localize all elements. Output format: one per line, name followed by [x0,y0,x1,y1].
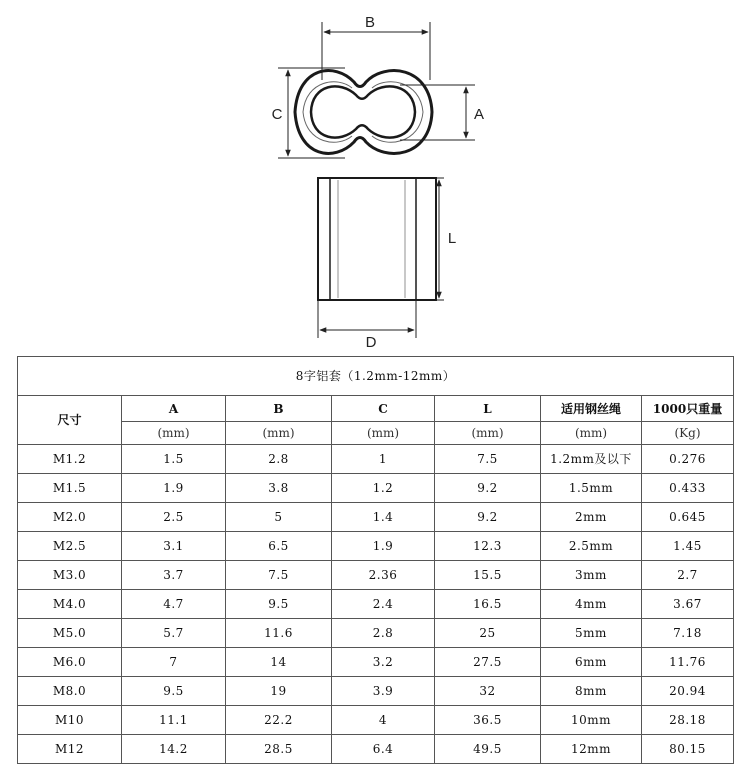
table-row [18,735,734,764]
label-d: D [365,334,377,351]
value-cell: 0.276 [642,445,734,474]
size-cell: M6.0 [18,648,122,677]
value-cell: 49.5 [435,735,541,764]
value-cell: 11.6 [226,619,332,648]
value-cell: 80.15 [642,735,734,764]
sleeve-diagram [0,0,750,355]
table-row [18,648,734,677]
dimension-d [318,300,416,338]
table-row [18,503,734,532]
value-cell: 4 [332,706,435,735]
table-row [18,677,734,706]
value-cell: 32 [435,677,541,706]
value-cell: 0.645 [642,503,734,532]
value-cell: 5.7 [122,619,226,648]
label-b: B [364,14,376,31]
value-cell: 28.18 [642,706,734,735]
value-cell: 27.5 [435,648,541,677]
table-row [18,590,734,619]
dimension-l [436,178,444,300]
value-cell: 0.433 [642,474,734,503]
value-cell: 2.4 [332,590,435,619]
table-row [18,561,734,590]
unit-cell: (mm) [541,422,642,445]
value-cell: 2.8 [226,445,332,474]
value-cell: 20.94 [642,677,734,706]
value-cell: 36.5 [435,706,541,735]
size-cell: M5.0 [18,619,122,648]
value-cell: 2.8 [332,619,435,648]
value-cell: 3.2 [332,648,435,677]
value-cell: 4mm [541,590,642,619]
column-header: C [332,396,435,422]
size-cell: M1.2 [18,445,122,474]
table-row [18,619,734,648]
value-cell: 7.5 [435,445,541,474]
value-cell: 11.76 [642,648,734,677]
value-cell: 7 [122,648,226,677]
value-cell: 25 [435,619,541,648]
label-l: L [447,230,457,247]
value-cell: 6mm [541,648,642,677]
label-a: A [473,106,485,123]
value-cell: 3.1 [122,532,226,561]
value-cell: 1.5mm [541,474,642,503]
spec-table [17,356,734,764]
value-cell: 9.5 [226,590,332,619]
unit-cell: (Kg) [642,422,734,445]
value-cell: 2.5mm [541,532,642,561]
value-cell: 14.2 [122,735,226,764]
size-cell: M1.5 [18,474,122,503]
value-cell: 6.4 [332,735,435,764]
column-header: 适用钢丝绳 [541,396,642,422]
table-title: 8字铝套（1.2mm-12mm） [18,357,734,396]
label-c: C [271,106,283,123]
value-cell: 9.5 [122,677,226,706]
value-cell: 1.9 [122,474,226,503]
figure-eight-top-view [295,71,432,154]
value-cell: 1.45 [642,532,734,561]
value-cell: 15.5 [435,561,541,590]
value-cell: 28.5 [226,735,332,764]
table-row [18,445,734,474]
dimension-a [400,85,475,140]
unit-cell: (mm) [226,422,332,445]
value-cell: 12mm [541,735,642,764]
value-cell: 3.9 [332,677,435,706]
value-cell: 3mm [541,561,642,590]
column-header: B [226,396,332,422]
column-header: A [122,396,226,422]
unit-cell: (mm) [122,422,226,445]
table-row [18,474,734,503]
value-cell: 9.2 [435,503,541,532]
table-row [18,706,734,735]
value-cell: 3.7 [122,561,226,590]
value-cell: 5mm [541,619,642,648]
size-cell: M10 [18,706,122,735]
value-cell: 1.5 [122,445,226,474]
sleeve-side-view [318,178,436,300]
value-cell: 7.5 [226,561,332,590]
value-cell: 22.2 [226,706,332,735]
size-header: 尺寸 [18,396,122,445]
value-cell: 12.3 [435,532,541,561]
value-cell: 2.5 [122,503,226,532]
value-cell: 8mm [541,677,642,706]
value-cell: 3.67 [642,590,734,619]
size-cell: M4.0 [18,590,122,619]
value-cell: 10mm [541,706,642,735]
value-cell: 6.5 [226,532,332,561]
value-cell: 1 [332,445,435,474]
value-cell: 1.4 [332,503,435,532]
value-cell: 1.9 [332,532,435,561]
size-cell: M8.0 [18,677,122,706]
value-cell: 14 [226,648,332,677]
size-cell: M2.5 [18,532,122,561]
column-header: 1000只重量 [642,396,734,422]
unit-cell: (mm) [332,422,435,445]
value-cell: 7.18 [642,619,734,648]
table-row [18,532,734,561]
value-cell: 2mm [541,503,642,532]
value-cell: 2.7 [642,561,734,590]
value-cell: 1.2mm及以下 [541,445,642,474]
value-cell: 19 [226,677,332,706]
value-cell: 2.36 [332,561,435,590]
value-cell: 1.2 [332,474,435,503]
value-cell: 11.1 [122,706,226,735]
value-cell: 4.7 [122,590,226,619]
size-cell: M12 [18,735,122,764]
column-header: L [435,396,541,422]
size-cell: M2.0 [18,503,122,532]
value-cell: 9.2 [435,474,541,503]
value-cell: 5 [226,503,332,532]
value-cell: 3.8 [226,474,332,503]
value-cell: 16.5 [435,590,541,619]
size-cell: M3.0 [18,561,122,590]
unit-cell: (mm) [435,422,541,445]
